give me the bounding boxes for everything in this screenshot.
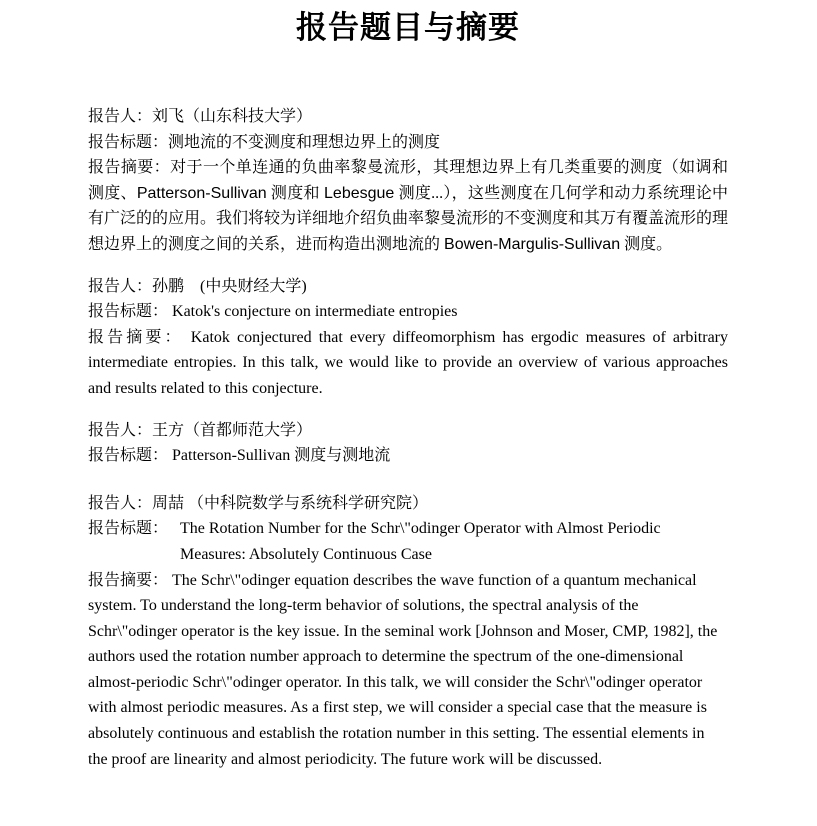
speaker-value: 刘飞（山东科技大学） [152, 108, 313, 125]
talk-title-label: 报告标题： [88, 447, 169, 465]
talk-title-value: Katok's conjecture on intermediate entropies [168, 303, 458, 321]
abstract-row [88, 325, 728, 402]
speaker-row [88, 491, 728, 517]
speaker-row [88, 104, 728, 130]
talk-title-row [88, 299, 728, 325]
abstract-label: 报告摘要： [88, 328, 184, 346]
talk-entry-2 [88, 274, 728, 402]
abstract-row [88, 155, 728, 257]
talk-title-value: 测地流的不变测度和理想边界上的测度 [168, 133, 441, 151]
speaker-label: 报告人： [88, 108, 153, 125]
abstract-text: Katok conjectured that every diffeomorphism has ergodic measures of arbitrary intermediate entropies. In this talk, we would like to provide an overview of various approaches and results related to this conjecture. [88, 328, 728, 397]
talk-title-row [88, 443, 728, 469]
speaker-label: 报告人： [88, 421, 153, 439]
talk-entry-4 [88, 491, 728, 773]
talk-title-value: Patterson-Sullivan 测度与测地流 [168, 447, 391, 465]
speaker-row [88, 274, 728, 300]
page-title: 报告题目与摘要 [296, 10, 520, 45]
speaker-row [88, 418, 728, 444]
abstract-text: 对于一个单连通的负曲率黎曼流形，其理想边界上有几类重要的测度（如调和测度、Patterson-Sullivan 测度和 Lebesgue 测度...），这些测度在几何学和动力系统理论中有广泛的的应用。我们将较为详细地介绍负曲率黎曼流形的不变测度和其万有覆盖流形的理想边界上的测度之间的关系，进而构造出测地流的 Bowen-Margulis-Sullivan 测度。 [88, 159, 729, 253]
abstract-row [88, 568, 728, 773]
talk-title-row [88, 516, 728, 567]
talk-entry-3 [88, 418, 728, 469]
talk-title-row [88, 130, 728, 156]
abstract-text: The Schr\"odinger equation describes the wave function of a quantum mechanical system. To understand the long-term behavior of solutions, the spectral analysis of the Schr\"odinger operator is the key issue. In the seminal work [Johnson and Moser, CMP, 1982], the authors used the rotation number approach to determine the spectrum of the one-dimensional almost-periodic Schr\"odinger operator. In this talk, we will consider the Schr\"odinger operator with almost periodic measures. As a first step, we will consider a special case that the measure is absolutely continuous and establish the rotation number in this setting. The essential elements in the proof are linearity and almost periodicity. The future work will be discussed. [88, 571, 718, 768]
speaker-value: 孙鹏 (中央财经大学) [152, 277, 307, 295]
speaker-label: 报告人： [88, 277, 153, 295]
talk-title-label: 报告标题： [88, 520, 169, 538]
abstract-label: 报告摘要： [88, 571, 169, 589]
talk-title-label: 报告标题： [88, 133, 169, 151]
abstract-label: 报告摘要： [88, 159, 171, 177]
talk-title-value: The Rotation Number for the Schr\"odinger Operator with Almost Periodic Measures: Absolutely Continuous Case [180, 520, 661, 563]
talk-entry-1 [88, 104, 728, 258]
talk-title-label: 报告标题： [88, 303, 169, 321]
speaker-label: 报告人： [88, 494, 153, 512]
speaker-value: 王方（首都师范大学） [152, 421, 313, 439]
speaker-value: 周喆 （中科院数学与系统科学研究院） [152, 494, 429, 512]
